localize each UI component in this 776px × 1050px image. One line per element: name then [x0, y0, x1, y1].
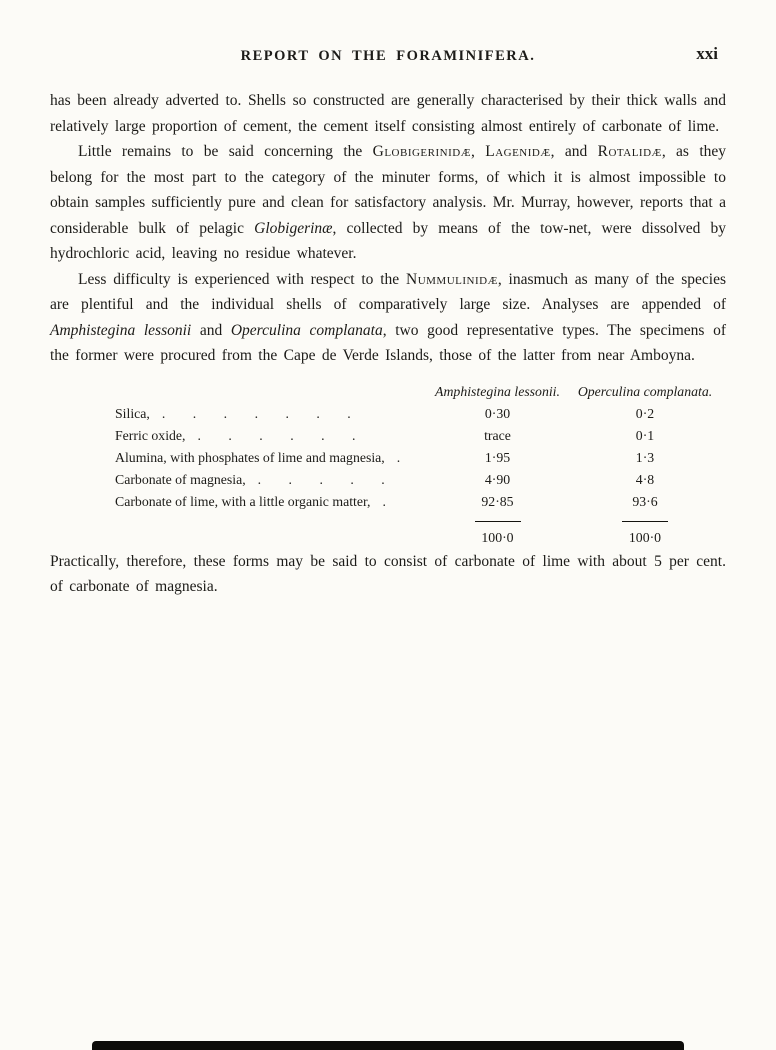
column-header-amphistegina: Amphistegina lessonii. — [435, 383, 560, 399]
table-row — [115, 403, 726, 425]
text-run: Less difficulty is experienced with respect to the — [78, 270, 406, 288]
row-label: Ferric oxide, — [115, 427, 186, 443]
value-operculina: 93·6 — [632, 493, 658, 509]
table-row — [115, 469, 726, 491]
table-header-row — [115, 381, 726, 403]
page-number: xxi — [696, 44, 718, 63]
taxon-italic: Operculina complanata — [230, 321, 383, 339]
row-label: Alumina, with phosphates of lime and magnesia, — [115, 449, 385, 465]
table-row — [115, 425, 726, 447]
closing-paragraph: Practically, therefore, these forms may be said to consist of carbonate of lime with about 5 per cent. of carbonate of magnesia. — [50, 552, 726, 595]
value-operculina: 1·3 — [635, 449, 655, 465]
text-run: , collected by means of the tow-net, were dissolved by hydrochloric acid, leaving no residue whatever. — [50, 219, 726, 262]
page-header — [0, 0, 776, 72]
value-operculina: 4·8 — [635, 471, 655, 487]
value-amphistegina: 92·85 — [481, 493, 514, 509]
total-operculina: 100·0 — [628, 529, 662, 545]
leader-dots: . — [396, 449, 401, 465]
text-run: , two good representative types. The specimens of the former were procured from the Cape de Verde Islands, those of the latter from near Amboyna. — [50, 321, 726, 364]
sum-rule — [475, 521, 521, 522]
taxon-smallcaps: Rotalidæ — [597, 143, 662, 160]
value-amphistegina: 0·30 — [484, 405, 511, 421]
text-run: , — [470, 143, 486, 160]
table-row — [115, 491, 726, 513]
total-amphistegina: 100·0 — [481, 529, 514, 545]
taxon-smallcaps: Nummulinidæ — [406, 270, 498, 288]
text-run: and — [191, 321, 231, 339]
text-run: Little remains to be said concerning the — [78, 143, 373, 160]
scan-edge-artifact — [92, 1041, 684, 1050]
value-operculina: 0·1 — [635, 427, 655, 443]
leader-dots: . . . . . . . — [161, 405, 351, 421]
table-row — [115, 447, 726, 469]
leader-dots: . — [382, 493, 386, 509]
text-run: , and — [550, 143, 598, 160]
table-total-row — [115, 527, 726, 549]
row-label: Silica, — [115, 405, 150, 421]
table-rule-row — [115, 521, 726, 522]
text-run: , as they belong for the most part to the category of the minuter forms, of which it is almost impossible to obtain samples sufficiently pure and clean for satisfactory analysis. Mr. Murray, however, reports that a considerable bulk of pelagic — [50, 143, 727, 237]
analysis-table — [115, 381, 726, 549]
value-amphistegina: trace — [484, 427, 511, 443]
value-amphistegina: 1·95 — [484, 449, 511, 465]
value-operculina: 0·2 — [635, 405, 655, 421]
taxon-smallcaps: Lagenidæ — [485, 143, 551, 160]
value-amphistegina: 4·90 — [484, 471, 511, 487]
paragraph-3 — [50, 267, 726, 369]
taxon-smallcaps: Globigerinidæ — [372, 143, 471, 160]
taxon-italic: Globigerinæ — [254, 219, 333, 237]
running-title: REPORT ON THE FORAMINIFERA. — [240, 48, 536, 64]
taxon-italic: Amphistegina lessonii — [50, 321, 192, 339]
leader-dots: . . . . . — [257, 471, 385, 487]
text-run: , inasmuch as many of the species are plentiful and the individual shells of comparatively large size. Analyses are appended of — [50, 270, 727, 313]
row-label: Carbonate of lime, with a little organic matter, — [115, 493, 371, 509]
row-label: Carbonate of magnesia, — [115, 471, 246, 487]
page-body — [0, 72, 776, 600]
paragraph-1: has been already adverted to. Shells so constructed are generally characterised by their thick walls and relatively large proportion of cement, the cement itself consisting almost entirely of carbonate of lime. — [50, 92, 726, 135]
sum-rule — [622, 521, 668, 522]
leader-dots: . . . . . . — [197, 427, 356, 443]
column-header-operculina: Operculina complanata. — [577, 383, 713, 399]
paragraph-2 — [50, 139, 726, 267]
